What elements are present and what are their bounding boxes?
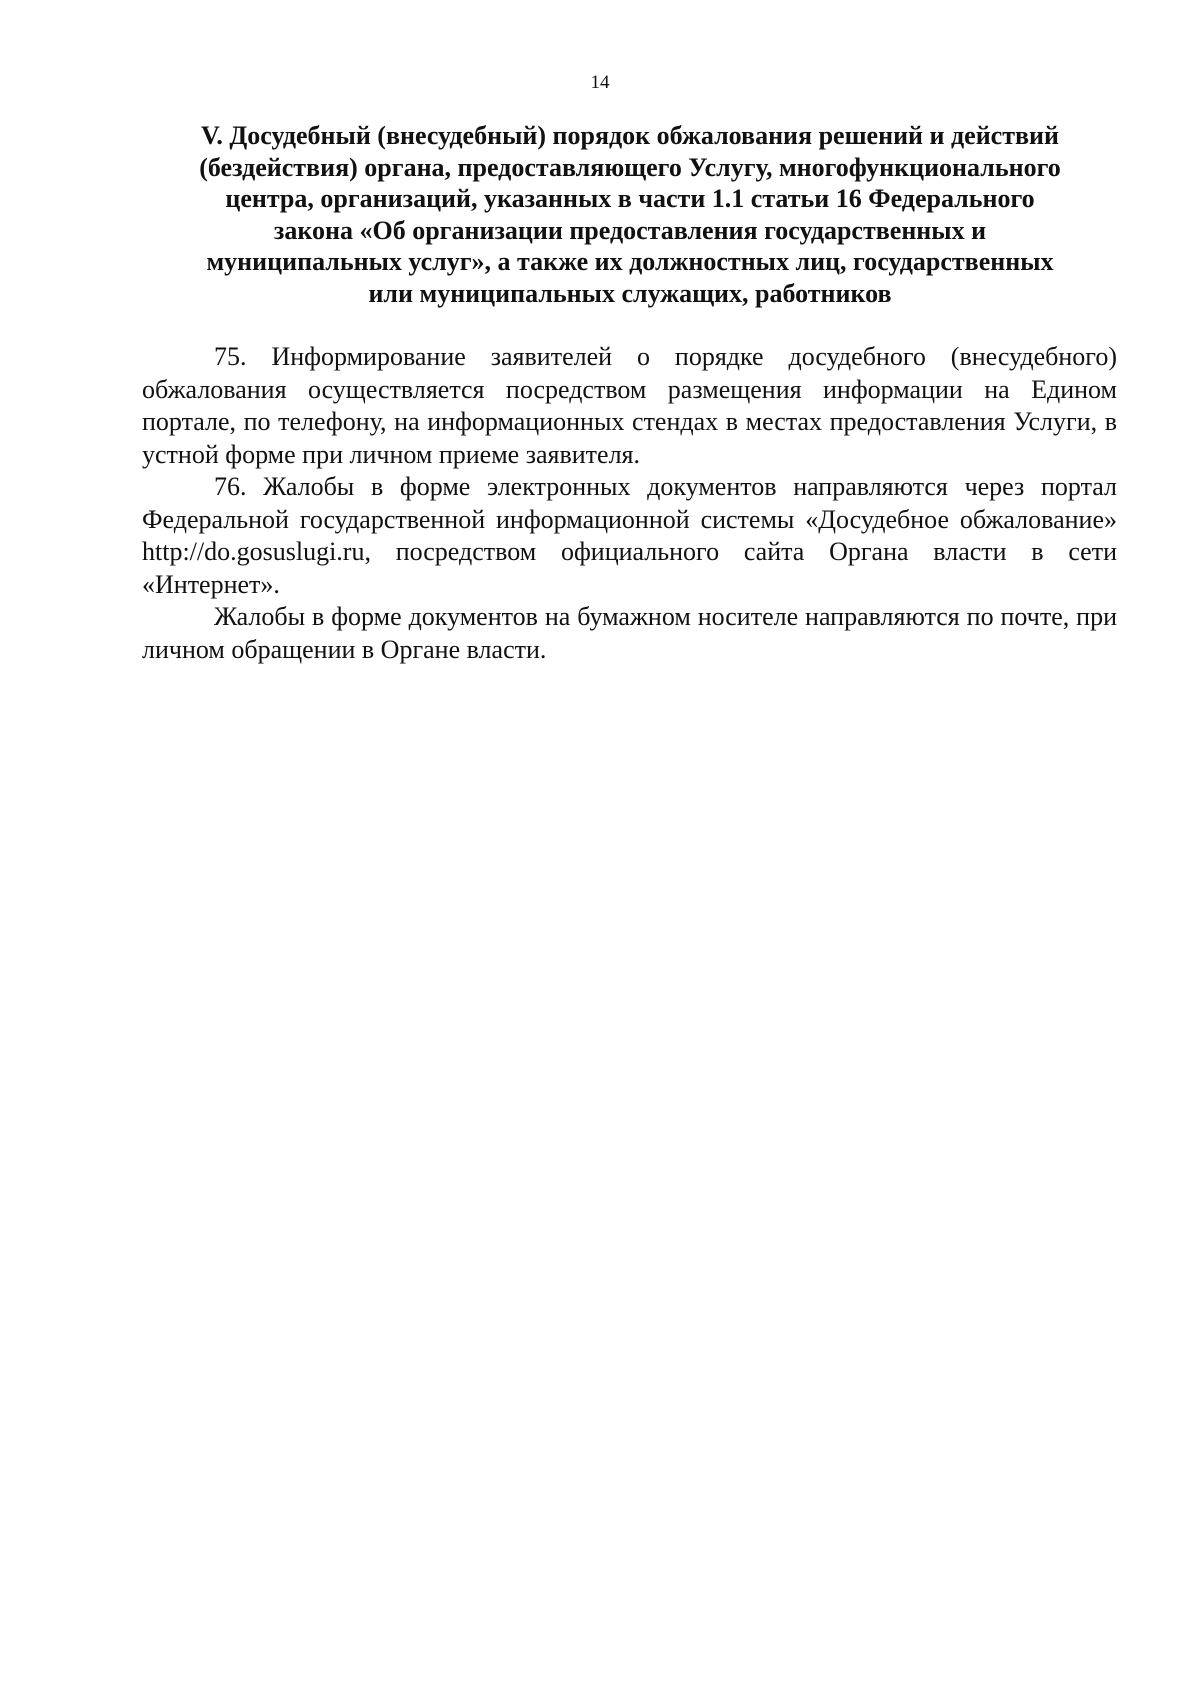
section-title-line: центра, организаций, указанных в части 1.1 статьи 16 Федерального <box>225 184 1035 213</box>
body-text <box>142 341 1117 666</box>
section-title-line: (бездействия) органа, предоставляющего Услугу, многофункционального <box>199 152 1061 182</box>
section-title-line: муниципальных услуг», а также их должностных лиц, государственных <box>206 247 1054 276</box>
section-title-line: закона «Об организации предоставления государственных и <box>273 215 987 245</box>
section-title <box>140 120 1120 309</box>
section-title-line: V. Досудебный (внесудебный) порядок обжалования решений и действий <box>200 121 1059 150</box>
paragraph-75: 75. Информирование заявителей о порядке досудебного (внесудебного) обжалования осуществляется посредством размещения информации на Едином портале, по телефону, на информационных стендах в местах предоставления Услуги, в устной форме при личном приеме заявителя. <box>142 342 1117 469</box>
paragraph-76: 76. Жалобы в форме электронных документов направляются через портал Федеральной государственной информационной системы «Досудебное обжалование» http://do.gosuslugi.ru, посредством официального сайта Органа власти в сети «Интернет». <box>142 472 1117 599</box>
paragraph-paper-complaints: Жалобы в форме документов на бумажном носителе направляются по почте, при личном обращении в Органе власти. <box>142 602 1117 664</box>
page-number: 14 <box>590 72 610 93</box>
section-title-line: или муниципальных служащих, работников <box>368 278 892 308</box>
